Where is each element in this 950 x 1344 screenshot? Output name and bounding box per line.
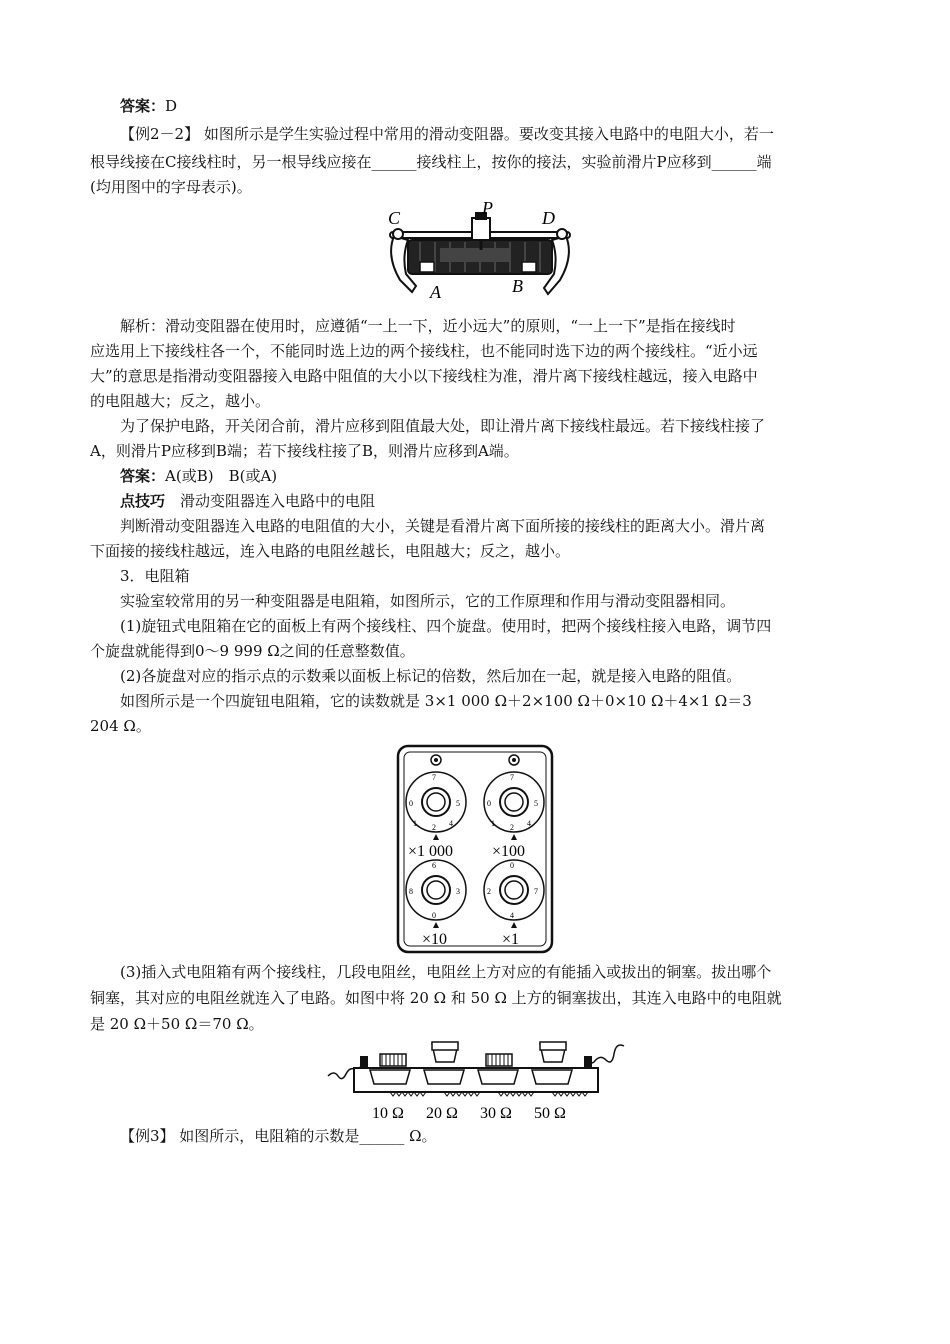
svg-text:2: 2: [432, 823, 436, 832]
tip-line-1: 判断滑动变阻器连入电路的电阻值的大小，关键是看滑片离下面所接的接线柱的距离大小。滑片离: [120, 517, 766, 535]
svg-text:8: 8: [409, 887, 413, 896]
svg-text:4: 4: [510, 911, 514, 920]
multiplier-1000: ×1 000: [408, 843, 454, 860]
svg-text:7: 7: [534, 887, 538, 896]
svg-text:7: 7: [432, 773, 436, 782]
svg-text:5: 5: [534, 799, 538, 808]
sliding-rheostat-figure: [380, 196, 580, 304]
label-10-ohm: 10 Ω: [372, 1105, 404, 1122]
analysis-line-5: 为了保护电路，开关闭合前，滑片应移到阻值最大处，即让滑片离下接线柱最远。若下接线柱接了: [120, 417, 766, 435]
svg-text:0: 0: [510, 861, 514, 870]
answer-2: [120, 466, 277, 486]
label-b: B: [512, 276, 523, 296]
item-3-line-2: 铜塞，其对应的电阻丝就连入了电路。如图中将 20 Ω 和 50 Ω 上方的铜塞拔出，其连入电路中的电阻就: [90, 989, 782, 1007]
svg-text:1: 1: [491, 819, 495, 828]
item-2: (2)各旋盘对应的指示点的示数乘以面板上标记的倍数，然后加在一起，就是接入电路的阻值。: [120, 667, 742, 685]
svg-text:2: 2: [510, 823, 514, 832]
label-50-ohm: 50 Ω: [534, 1105, 566, 1122]
item-1-line-2: 个旋盘就能得到0～9 999 Ω之间的任意整数值。: [90, 642, 415, 660]
section-3-heading: 3．电阻箱: [120, 567, 190, 585]
svg-text:4: 4: [527, 819, 531, 828]
label-p: P: [482, 198, 493, 218]
svg-text:7: 7: [510, 773, 514, 782]
item-1-line-1: (1)旋钮式电阻箱在它的面板上有两个接线柱、四个旋盘。使用时，把两个接线柱接入电路，调节四: [120, 617, 772, 635]
item-3-line-1: (3)插入式电阻箱有两个接线柱，几段电阻丝，电阻丝上方对应的有能插入或拔出的铜塞。拔出哪个: [120, 963, 772, 981]
svg-text:0: 0: [409, 799, 413, 808]
svg-text:0: 0: [487, 799, 491, 808]
tip-title: 滑动变阻器连入电路中的电阻: [180, 492, 376, 510]
answer-1: [120, 96, 177, 116]
example-reading-line-2: 204 Ω。: [90, 717, 151, 735]
label-20-ohm: 20 Ω: [426, 1105, 458, 1122]
item-3-line-3: 是 20 Ω＋50 Ω＝70 Ω。: [90, 1015, 264, 1033]
example-2-2-line-2: 根导线接在C接线柱时，另一根导线应接在______接线柱上，按你的接法，实验前滑片P应移到______端: [90, 153, 772, 171]
answer-2-label: 答案：: [120, 467, 166, 485]
tip-line-2: 下面接的接线柱越远，连入电路的电阻丝越长，电阻越大；反之，越小。: [90, 542, 571, 560]
analysis-line-4: 的电阻越大；反之，越小。: [90, 392, 271, 410]
label-30-ohm: 30 Ω: [480, 1105, 512, 1122]
svg-text:3: 3: [456, 887, 460, 896]
plug-resistance-box-figure: [324, 1040, 628, 1124]
multiplier-1: ×1: [502, 931, 520, 948]
label-a: A: [430, 282, 441, 302]
analysis-line-6: A，则滑片P应移到B端；若下接线柱接了B，则滑片应移到A端。: [90, 442, 519, 460]
example-2-2-line-1: 【例2－2】 如图所示是学生实验过程中常用的滑动变阻器。要改变其接入电路中的电阻大小，若一: [120, 125, 774, 143]
resistance-box-figure: [396, 744, 554, 954]
analysis-line-2: 应选用上下接线柱各一个，不能同时选上边的两个接线柱，也不能同时选下边的两个接线柱。“近小远: [90, 342, 758, 360]
example-2-2-line-3: (均用图中的字母表示)。: [90, 178, 252, 196]
multiplier-100: ×100: [492, 843, 526, 860]
section-3-intro: 实验室较常用的另一种变阻器是电阻箱，如图所示，它的工作原理和作用与滑动变阻器相同。: [120, 592, 736, 610]
tip-label: 点技巧: [120, 492, 166, 510]
example-3: 【例3】 如图所示，电阻箱的示数是______ Ω。: [120, 1127, 437, 1145]
analysis-line-3: 大”的意思是指滑动变阻器接入电路中阻值的大小以下接线柱为准，滑片离下接线柱越远，接入电路中: [90, 367, 758, 385]
svg-text:6: 6: [432, 861, 436, 870]
svg-text:2: 2: [487, 887, 491, 896]
label-c: C: [388, 208, 401, 228]
svg-text:5: 5: [456, 799, 460, 808]
tip-heading: [120, 491, 375, 511]
svg-text:1: 1: [413, 819, 417, 828]
svg-text:0: 0: [432, 911, 436, 920]
svg-text:4: 4: [449, 819, 453, 828]
multiplier-10: ×10: [422, 931, 448, 948]
example-reading-line-1: 如图所示是一个四旋钮电阻箱，它的读数就是 3×1 000 Ω＋2×100 Ω＋0×10 Ω＋4×1 Ω＝3: [120, 692, 752, 710]
answer-value: D: [165, 97, 178, 115]
answer-2-value: A(或B) B(或A): [165, 467, 278, 485]
answer-label: 答案：: [120, 97, 166, 115]
label-d: D: [542, 208, 555, 228]
analysis-line-1: 解析：滑动变阻器在使用时，应遵循“一上一下，近小远大”的原则，“一上一下”是指在接线时: [120, 317, 736, 335]
